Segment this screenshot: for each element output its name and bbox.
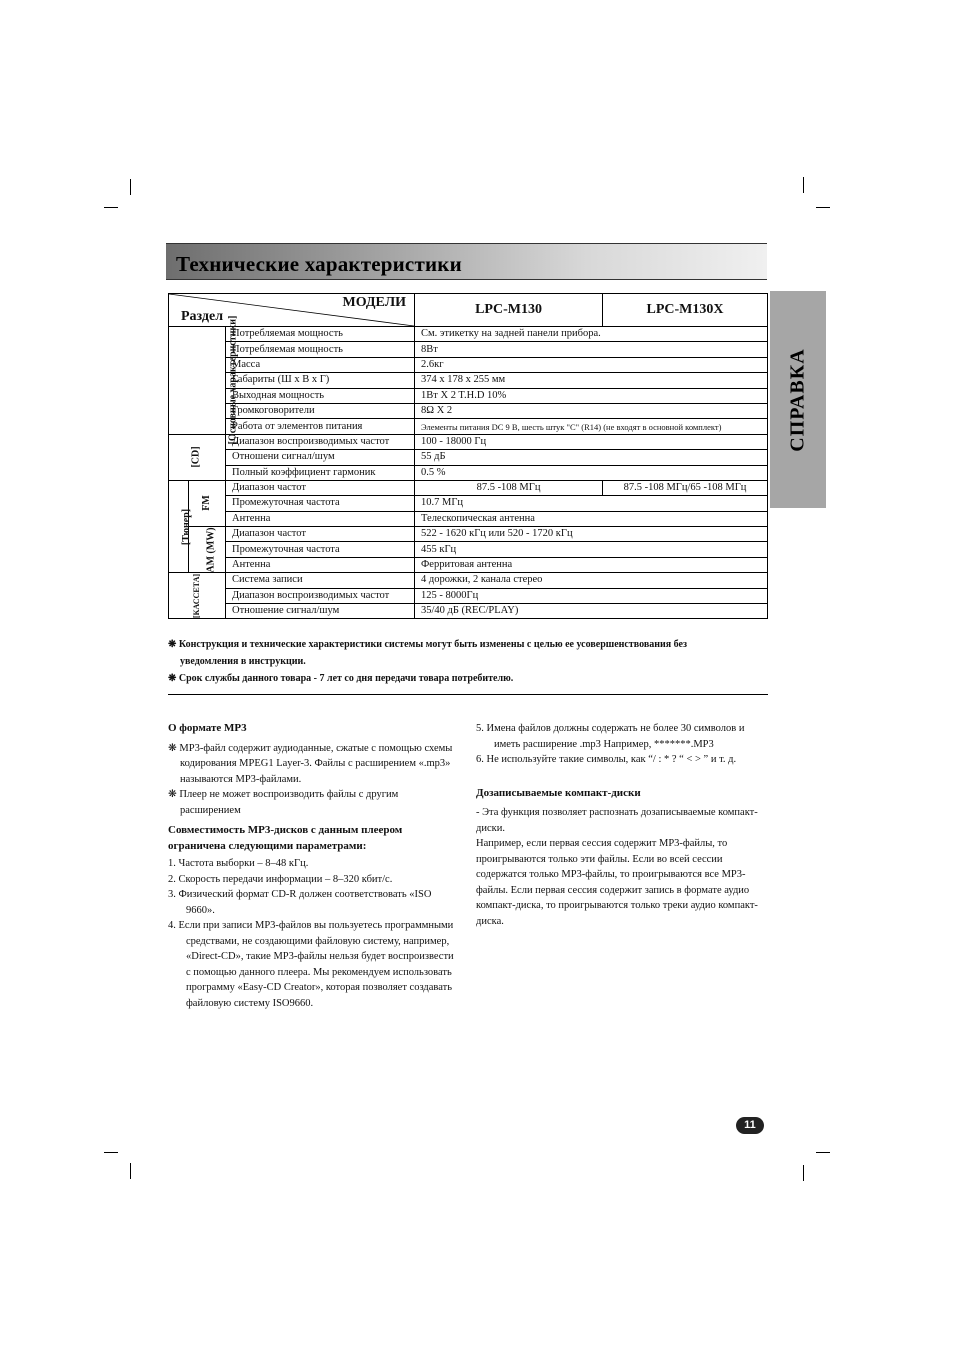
table-row <box>169 542 768 557</box>
group-fm: FM <box>189 480 226 526</box>
param-cell: Габариты (Ш x В x Г) <box>226 373 415 388</box>
section-label: Раздел <box>181 309 224 324</box>
page-number: 11 <box>736 1117 764 1134</box>
divider <box>168 694 768 695</box>
note-1: ❋ Конструкция и технические характеристики системы могут быть изменены с целью ее усовершенствования без <box>168 639 688 650</box>
crop-mark <box>130 179 131 195</box>
table-row <box>169 588 768 603</box>
value-cell: 8Вт <box>415 342 768 357</box>
notes <box>168 636 768 687</box>
table-row <box>169 496 768 511</box>
mp3-format-section <box>168 721 458 1011</box>
table-row <box>169 573 768 588</box>
table-row <box>169 373 768 388</box>
param-cell: Антенна <box>226 511 415 526</box>
value-cell: Ферритовая антенна <box>415 557 768 572</box>
table-row <box>169 465 768 480</box>
list-item: 1. Частота выборки – 8–48 кГц. <box>168 858 309 869</box>
list-item: 6. Не используйте такие символы, как “/ : * ? “ < > ” и т. д. <box>476 754 737 765</box>
param-cell: Промежуточная частота <box>226 496 415 511</box>
page-title: Технические характеристики <box>176 252 462 276</box>
table-header-row <box>169 294 768 327</box>
param-cell: Диапазон воспроизводимых частот <box>226 434 415 449</box>
spec-table <box>168 293 768 619</box>
value-cell-2: 87.5 -108 МГц/65 -108 МГц <box>603 480 768 495</box>
crop-mark <box>104 207 118 208</box>
value-cell: 8Ω X 2 <box>415 403 768 418</box>
table-row <box>169 604 768 619</box>
value-cell: 0.5 % <box>415 465 768 480</box>
param-cell: Полный коэффициент гармоник <box>226 465 415 480</box>
value-cell: 4 дорожки, 2 канала стерео <box>415 573 768 588</box>
note-1-continuation: уведомления в инструкции. <box>180 656 306 667</box>
value-cell: 55 дБ <box>415 450 768 465</box>
value-cell: 125 - 8000Гц <box>415 588 768 603</box>
group-cd: [CD] <box>169 434 226 480</box>
section-heading: Дозаписываемые компакт-диски <box>476 786 641 799</box>
value-cell: 455 кГц <box>415 542 768 557</box>
section-heading: О формате MP3 <box>168 722 247 734</box>
param-cell: Антенна <box>226 557 415 572</box>
bullet-item: ❋ Плеер не может воспроизводить файлы с другим расширением <box>168 789 399 816</box>
models-label: МОДЕЛИ <box>342 295 407 310</box>
list-item: 2. Скорость передачи информации – 8–320 кбит/с. <box>168 873 393 885</box>
crop-mark <box>104 1152 118 1153</box>
param-cell: Потребляемая мощность <box>226 327 415 342</box>
value-cell: 35/40 дБ (REC/PLAY) <box>415 604 768 619</box>
group-tuner: [Тюнер] <box>169 480 189 572</box>
table-row <box>169 342 768 357</box>
group-cassette: [КАССЕТА] <box>169 573 226 619</box>
value-cell: 100 - 18000 Гц <box>415 434 768 449</box>
list-item: 4. Если при записи MP3-файлов вы пользуетесь программными средствами, не создающими файловую систему, например, «Direct-CD», такие MP3-файлы нельзя будет воспроизвести с помощью данного плеера. Мы рекомендуем использовать программу «Easy-CD Creator», которая позволяет создавать файловую систему ISO9660. <box>168 920 454 1009</box>
crop-mark <box>803 177 804 193</box>
value-cell: См. этикетку на задней панели прибора. <box>415 327 768 342</box>
param-cell: Отношени сигнал/шум <box>226 450 415 465</box>
param-cell: Диапазон воспроизводимых частот <box>226 588 415 603</box>
group-am: AM (MW) <box>189 527 226 573</box>
param-cell: Потребляемая мощность <box>226 342 415 357</box>
param-cell: Выходная мощность <box>226 388 415 403</box>
param-cell: Диапазон частот <box>226 480 415 495</box>
param-cell: Диапазон частот <box>226 527 415 542</box>
title-bar <box>166 243 767 280</box>
param-cell: Промежуточная частота <box>226 542 415 557</box>
paragraph: Например, если первая сессия содержит MP3-файлы, то проигрываются только эти файлы. Если во всей сессии содержатся только MP3-файлы, то проигрываются все MP3-файлы. Если первая сессия содержит запись в формате аудио компакт-диска, то проигрываются только треки аудио компакт-диска. <box>476 838 758 927</box>
table-row <box>169 327 768 342</box>
table-row <box>169 450 768 465</box>
crop-mark <box>816 1152 830 1153</box>
value-cell: 2.6кг <box>415 357 768 372</box>
model-col2: LPC-M130X <box>603 294 768 327</box>
table-row <box>169 403 768 418</box>
value-cell: 10.7 МГц <box>415 496 768 511</box>
list-item: 3. Физический формат CD-R должен соответствовать «ISO 9660». <box>168 889 432 916</box>
value-cell: Телескопическая антенна <box>415 511 768 526</box>
table-row <box>169 434 768 449</box>
value-cell: 1Вт X 2 T.H.D 10% <box>415 388 768 403</box>
crop-mark <box>803 1165 804 1181</box>
bullet-item: ❋ MP3-файл содержит аудиоданные, сжатые с помощью схемы кодирования MPEG1 Layer-3. Файлы с расширением «.mp3» называются MP3-файлами. <box>168 742 453 785</box>
value-cell: 87.5 -108 МГц <box>415 480 603 495</box>
table-row <box>169 388 768 403</box>
model-col1: LPC-M130 <box>415 294 603 327</box>
table-row <box>169 511 768 526</box>
right-column <box>476 721 768 929</box>
crop-mark <box>130 1163 131 1179</box>
value-cell: Элементы питания DC 9 В, шесть штук "C" (R14) (не входят в основной комплект) <box>415 419 768 434</box>
param-cell: Масса <box>226 357 415 372</box>
list-item: 5. Имена файлов должны содержать не более 30 символов и иметь расширение .mp3 Например, *******.MP3 <box>476 723 745 750</box>
table-row <box>169 557 768 572</box>
side-tab-label: СПРАВКА <box>786 347 809 452</box>
group-general: [Основные характеристики] <box>169 327 226 435</box>
table-row <box>169 419 768 434</box>
param-cell: Отношение сигнал/шум <box>226 604 415 619</box>
value-cell: 374 x 178 x 255 мм <box>415 373 768 388</box>
value-cell: 522 - 1620 кГц или 520 - 1720 кГц <box>415 527 768 542</box>
paragraph: - Эта функция позволяет распознать дозаписываемые компакт-диски. <box>476 807 758 834</box>
note-2: ❋ Срок службы данного товара - 7 лет со дня передачи товара потребителю. <box>168 673 514 684</box>
param-cell: Громкоговорители <box>226 403 415 418</box>
subheading: Совместимость MP3-дисков с данным плеером ограничена следующими параметрами: <box>168 824 403 852</box>
header-diagonal-cell <box>169 294 415 327</box>
side-tab <box>770 291 826 508</box>
param-cell: Система записи <box>226 573 415 588</box>
table-row <box>169 480 768 495</box>
crop-mark <box>816 207 830 208</box>
table-row <box>169 357 768 372</box>
param-cell: Работа от элементов питания <box>226 419 415 434</box>
table-row <box>169 527 768 542</box>
